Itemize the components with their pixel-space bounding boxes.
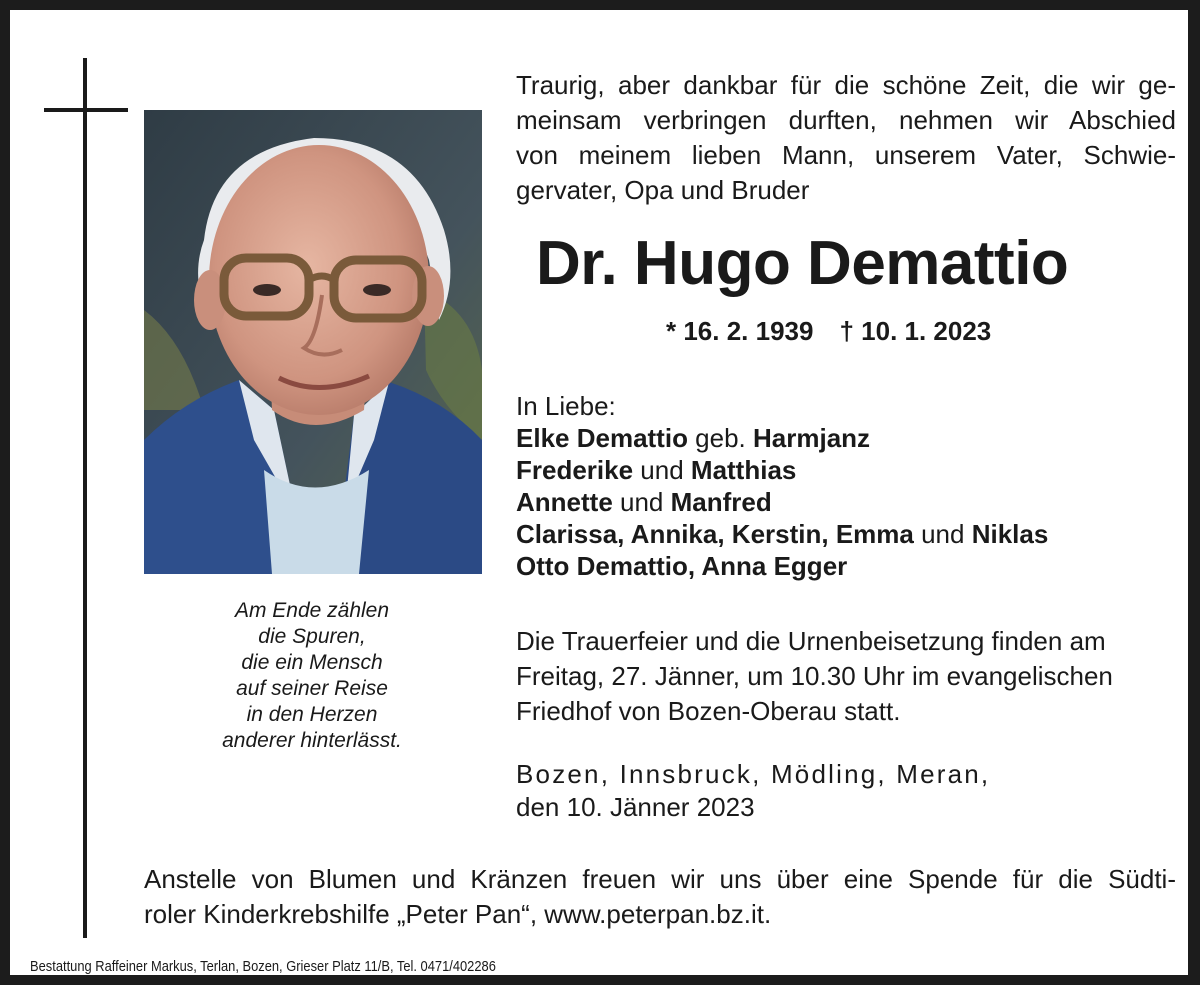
mourner-name: Frederike [516,455,634,485]
mourner-name: Annette [516,487,613,517]
mourner-line [516,454,1048,486]
mourner-name: Elke Demattio [516,423,688,453]
place-cities: Bozen, Innsbruck, Mödling, Meran, [516,759,991,789]
intro-line: von meinem lieben Mann, unserem Vater, Schwie- [516,140,1176,170]
funeral-info-line: Friedhof von Bozen-Oberau statt. [516,696,901,726]
notice-date: den 10. Jänner 2023 [516,792,755,822]
cross-symbol-vertical [83,58,87,938]
funeral-home-footer: Bestattung Raffeiner Markus, Terlan, Bozen, Grieser Platz 11/B, Tel. 0471/402286 [30,958,496,975]
mourner-connector: und [612,487,671,517]
intro-line: Traurig, aber dankbar für die schöne Zeit, die wir ge- [516,70,1176,100]
mourner-line [516,550,1048,582]
life-dates [666,314,991,348]
mourners-heading: In Liebe: [516,391,616,421]
intro-text [516,68,1176,208]
portrait-photo [144,110,482,574]
motto-line: Am Ende zählen [234,599,390,622]
place-and-date [516,758,990,824]
death-date: † 10. 1. 2023 [839,316,992,346]
mourner-name: Matthias [690,455,797,485]
donation-line: roler Kinderkrebshilfe „Peter Pan“, www.peterpan.bz.it. [144,899,772,929]
donation-note [144,862,1176,932]
mourner-name: Clarissa, Annika, Kerstin, Emma [516,519,914,549]
mourner-name: Manfred [670,487,772,517]
intro-line: meinsam verbringen durften, nehmen wir Abschied [516,105,1176,135]
funeral-info-line: Die Trauerfeier und die Urnenbeisetzung finden am [516,626,1106,656]
mourner-name: Harmjanz [753,423,871,453]
motto-line: in den Herzen [246,703,378,726]
funeral-info [516,624,1176,729]
motto-line: auf seiner Reise [236,677,388,700]
mourners-list [516,390,1048,582]
mourner-name: Otto Demattio, Anna Egger [516,551,848,581]
donation-line: Anstelle von Blumen und Kränzen freuen wir uns über eine Spende für die Südti- [144,864,1176,894]
birth-date: * 16. 2. 1939 [666,316,814,346]
intro-line: gervater, Opa und Bruder [516,175,810,205]
mourner-connector: und [633,455,691,485]
cross-symbol-horizontal [44,108,128,112]
motto-line: die ein Mensch [241,651,383,674]
motto-line: anderer hinterlässt. [222,729,402,752]
funeral-info-line: Freitag, 27. Jänner, um 10.30 Uhr im evangelischen [516,661,1113,691]
mourner-line [516,486,1048,518]
memorial-motto [170,598,454,754]
mourner-connector: geb. [687,423,754,453]
mourner-line [516,518,1048,550]
motto-line: die Spuren, [258,625,366,648]
mourner-connector: und [913,519,972,549]
mourner-name: Niklas [971,519,1049,549]
deceased-name: Dr. Hugo Demattio [536,229,1069,298]
mourner-line [516,422,1048,454]
obituary-notice [10,10,1188,975]
